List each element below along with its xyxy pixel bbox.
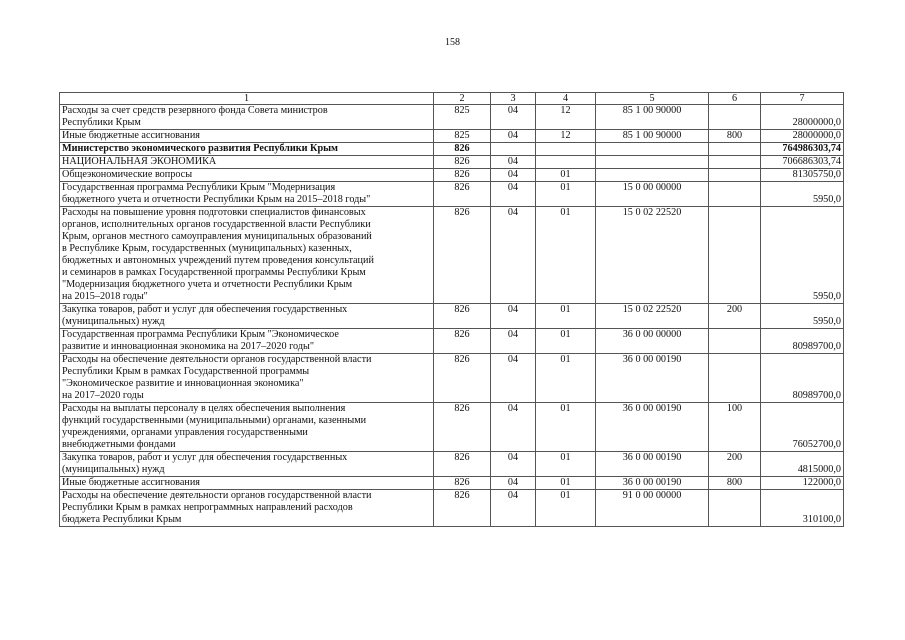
- row-name-cell: Государственная программа Республики Крым "Модернизация бюджетного учета и отчетности Республики Крым на 2015–2018 годы": [60, 182, 434, 207]
- admin-code-cell: 826: [434, 169, 491, 182]
- row-name-cell: Расходы за счет средств резервного фонда Совета министров Республики Крым: [60, 105, 434, 130]
- row-name-cell: Иные бюджетные ассигнования: [60, 130, 434, 143]
- row-name-cell: Государственная программа Республики Крым "Экономическое развитие и инновационная экономика на 2017–2020 годы": [60, 329, 434, 354]
- subsection-cell: 01: [536, 490, 596, 527]
- target-article-cell: 36 0 00 00000: [596, 329, 709, 354]
- table-row: [60, 403, 844, 452]
- amount-cell: 5950,0: [761, 182, 844, 207]
- row-name-cell: Расходы на обеспечение деятельности органов государственной власти Республики Крым в рамках непрограммных направлений расходов бюджета Республики Крым: [60, 490, 434, 527]
- section-cell: [491, 143, 536, 156]
- table-row: [60, 182, 844, 207]
- table-row: [60, 156, 844, 169]
- target-article-cell: 36 0 00 00190: [596, 452, 709, 477]
- admin-code-cell: 826: [434, 207, 491, 304]
- admin-code-cell: 825: [434, 130, 491, 143]
- amount-cell: 5950,0: [761, 304, 844, 329]
- column-header: 2: [434, 93, 491, 105]
- amount-cell: 28000000,0: [761, 105, 844, 130]
- section-cell: 04: [491, 105, 536, 130]
- subsection-cell: 01: [536, 182, 596, 207]
- expense-type-cell: [709, 354, 761, 403]
- amount-cell: 28000000,0: [761, 130, 844, 143]
- row-name-cell: Общеэкономические вопросы: [60, 169, 434, 182]
- page-number: 158: [445, 37, 460, 48]
- row-name-cell: Закупка товаров, работ и услуг для обеспечения государственных (муниципальных) нужд: [60, 452, 434, 477]
- admin-code-cell: 826: [434, 304, 491, 329]
- subsection-cell: 12: [536, 130, 596, 143]
- amount-cell: 5950,0: [761, 207, 844, 304]
- admin-code-cell: 826: [434, 329, 491, 354]
- table-row: [60, 490, 844, 527]
- table-row: [60, 329, 844, 354]
- section-cell: 04: [491, 490, 536, 527]
- subsection-cell: 01: [536, 477, 596, 490]
- section-cell: 04: [491, 156, 536, 169]
- table-row: [60, 143, 844, 156]
- row-name-cell: Расходы на обеспечение деятельности органов государственной власти Республики Крым в рамках Государственной программы "Экономическое развитие и инновационная экономика" на 2017–2020 годы: [60, 354, 434, 403]
- admin-code-cell: 826: [434, 477, 491, 490]
- admin-code-cell: 826: [434, 156, 491, 169]
- amount-cell: 80989700,0: [761, 354, 844, 403]
- amount-cell: 706686303,74: [761, 156, 844, 169]
- expense-type-cell: [709, 143, 761, 156]
- target-article-cell: [596, 156, 709, 169]
- column-header: 1: [60, 93, 434, 105]
- admin-code-cell: 826: [434, 354, 491, 403]
- subsection-cell: 01: [536, 329, 596, 354]
- table-row: [60, 130, 844, 143]
- table-row: [60, 105, 844, 130]
- target-article-cell: 15 0 02 22520: [596, 207, 709, 304]
- admin-code-cell: 826: [434, 403, 491, 452]
- target-article-cell: [596, 169, 709, 182]
- section-cell: 04: [491, 329, 536, 354]
- section-cell: 04: [491, 207, 536, 304]
- admin-code-cell: 825: [434, 105, 491, 130]
- table-row: [60, 477, 844, 490]
- target-article-cell: 15 0 02 22520: [596, 304, 709, 329]
- section-cell: 04: [491, 354, 536, 403]
- column-header: 3: [491, 93, 536, 105]
- budget-table: [59, 92, 844, 527]
- header-row: [60, 93, 844, 105]
- admin-code-cell: 826: [434, 143, 491, 156]
- amount-cell: 122000,0: [761, 477, 844, 490]
- target-article-cell: 85 1 00 90000: [596, 105, 709, 130]
- subsection-cell: 01: [536, 169, 596, 182]
- target-article-cell: [596, 143, 709, 156]
- column-header: 6: [709, 93, 761, 105]
- section-cell: 04: [491, 169, 536, 182]
- target-article-cell: 15 0 00 00000: [596, 182, 709, 207]
- subsection-cell: 01: [536, 207, 596, 304]
- target-article-cell: 36 0 00 00190: [596, 403, 709, 452]
- expense-type-cell: 200: [709, 304, 761, 329]
- subsection-cell: [536, 156, 596, 169]
- expense-type-cell: [709, 329, 761, 354]
- section-cell: 04: [491, 130, 536, 143]
- row-name-cell: Расходы на выплаты персоналу в целях обеспечения выполнения функций государственными (муниципальными) органами, казенными учреждениями, органами управления государственными внебюджетными фондами: [60, 403, 434, 452]
- amount-cell: 764986303,74: [761, 143, 844, 156]
- row-name-cell: Иные бюджетные ассигнования: [60, 477, 434, 490]
- expense-type-cell: [709, 182, 761, 207]
- subsection-cell: [536, 143, 596, 156]
- section-cell: 04: [491, 452, 536, 477]
- row-name-cell: Закупка товаров, работ и услуг для обеспечения государственных (муниципальных) нужд: [60, 304, 434, 329]
- expense-type-cell: [709, 105, 761, 130]
- expense-type-cell: [709, 169, 761, 182]
- row-name-cell: Министерство экономического развития Республики Крым: [60, 143, 434, 156]
- column-header: 4: [536, 93, 596, 105]
- expense-type-cell: 800: [709, 130, 761, 143]
- expense-type-cell: 100: [709, 403, 761, 452]
- expense-type-cell: [709, 490, 761, 527]
- amount-cell: 80989700,0: [761, 329, 844, 354]
- section-cell: 04: [491, 403, 536, 452]
- table-row: [60, 304, 844, 329]
- column-header: 5: [596, 93, 709, 105]
- subsection-cell: 01: [536, 452, 596, 477]
- amount-cell: 4815000,0: [761, 452, 844, 477]
- table-row: [60, 452, 844, 477]
- section-cell: 04: [491, 477, 536, 490]
- amount-cell: 76052700,0: [761, 403, 844, 452]
- amount-cell: 81305750,0: [761, 169, 844, 182]
- target-article-cell: 36 0 00 00190: [596, 477, 709, 490]
- table-row: [60, 169, 844, 182]
- target-article-cell: 85 1 00 90000: [596, 130, 709, 143]
- subsection-cell: 12: [536, 105, 596, 130]
- row-name-cell: НАЦИОНАЛЬНАЯ ЭКОНОМИКА: [60, 156, 434, 169]
- expense-type-cell: [709, 207, 761, 304]
- table-row: [60, 354, 844, 403]
- admin-code-cell: 826: [434, 182, 491, 207]
- expense-type-cell: [709, 156, 761, 169]
- target-article-cell: 91 0 00 00000: [596, 490, 709, 527]
- admin-code-cell: 826: [434, 452, 491, 477]
- subsection-cell: 01: [536, 403, 596, 452]
- expense-type-cell: 200: [709, 452, 761, 477]
- table-row: [60, 207, 844, 304]
- row-name-cell: Расходы на повышение уровня подготовки специалистов финансовых органов, исполнительных органов государственной власти Республики Крым, органов местного самоуправления муниципальных образований в Республике Крым, государственных (муниципальных) казенных, бюджетных и автономных учреждений путем проведения консультаций и семинаров в рамках Государственной программы Республики Крым "Модернизация бюджетного учета и отчетности Республики Крым на 2015–2018 годы": [60, 207, 434, 304]
- subsection-cell: 01: [536, 354, 596, 403]
- expense-type-cell: 800: [709, 477, 761, 490]
- column-header: 7: [761, 93, 844, 105]
- section-cell: 04: [491, 304, 536, 329]
- section-cell: 04: [491, 182, 536, 207]
- amount-cell: 310100,0: [761, 490, 844, 527]
- subsection-cell: 01: [536, 304, 596, 329]
- target-article-cell: 36 0 00 00190: [596, 354, 709, 403]
- admin-code-cell: 826: [434, 490, 491, 527]
